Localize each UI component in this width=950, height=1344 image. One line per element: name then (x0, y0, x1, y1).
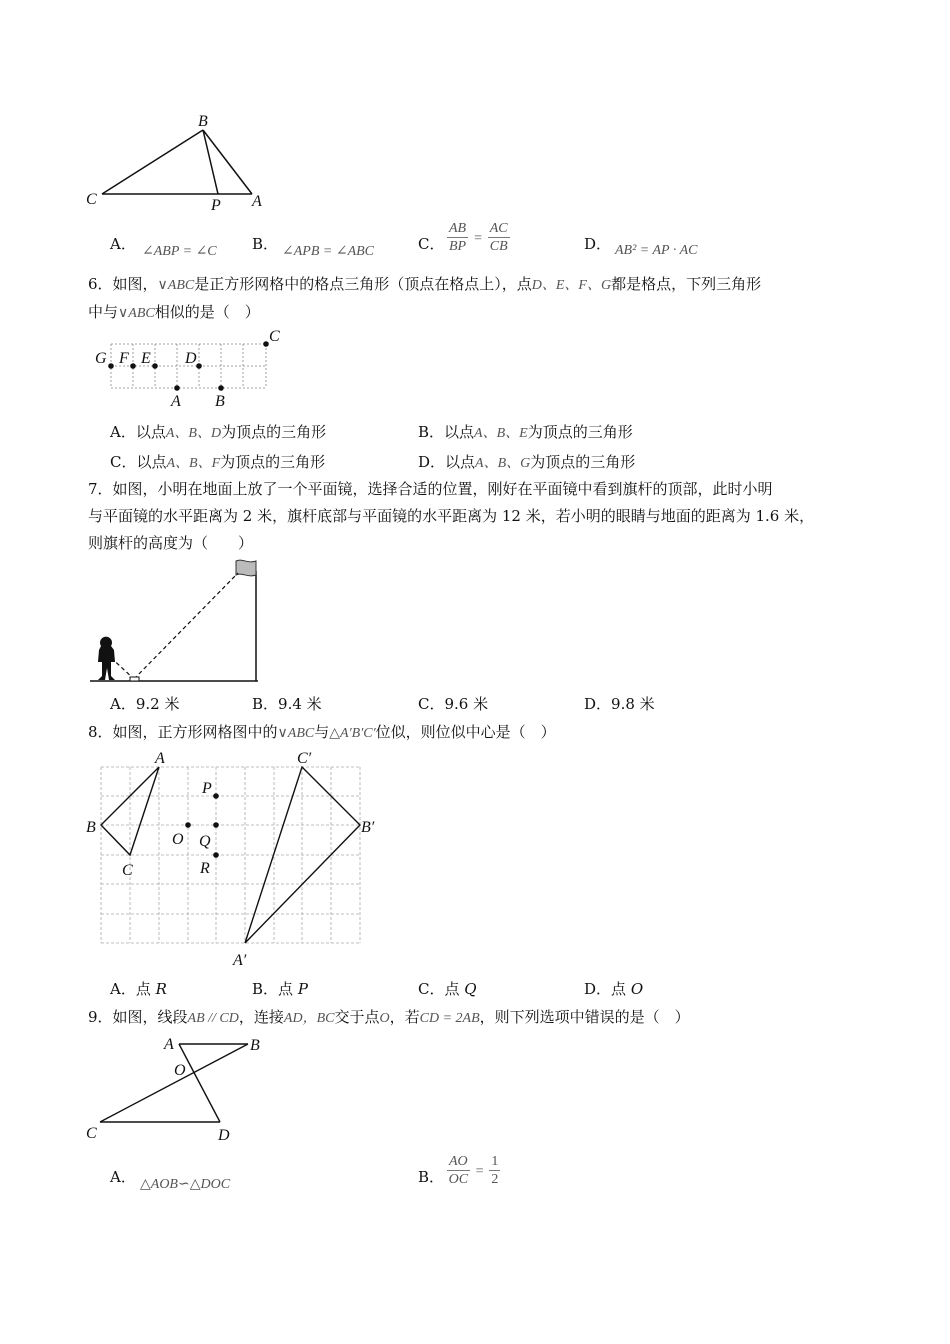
fraction-ao-oc: $\frac{AO}{OC}$ (448, 1154, 469, 1187)
q9-option-a[interactable]: A． (110, 1168, 136, 1186)
triangle-abp-figure (80, 110, 280, 215)
label-b: B (86, 819, 96, 836)
label-c: C (86, 1125, 97, 1142)
q5-option-c-math: $\frac{AB}{BP}$ = $\frac{AC}{CB}$ (449, 221, 508, 254)
option-letter: A． (110, 235, 136, 253)
segment-bc (100, 1044, 248, 1122)
q6-stem-line1: 6．如图，∨ABC是正方形网格中的格点三角形（顶点在格点上），点D、E、F、G都是格点，下列三角形 (88, 275, 762, 293)
q7-option-c[interactable]: C．9.6 米 (418, 695, 489, 713)
label-o: O (174, 1062, 186, 1079)
q9-option-b[interactable]: B． (418, 1168, 445, 1186)
q9-stem: 9．如图，线段AB // CD，连接AD，BC交于点O，若CD = 2AB，则下列选项中错误的是（ ） (88, 1008, 690, 1026)
point-p (213, 793, 219, 799)
q6-option-d[interactable]: D．以点A、B、G为顶点的三角形 (418, 453, 636, 471)
q6-option-c[interactable]: C．以点A、B、F为顶点的三角形 (110, 453, 326, 471)
label-r: R (200, 860, 210, 877)
label-f: F (119, 350, 129, 367)
label-b: B (198, 113, 208, 130)
fraction-ab-bp: $\frac{AB}{BP}$ (449, 221, 467, 254)
q5-option-a-math: ∠ABP = ∠C (142, 244, 217, 259)
label-e: E (141, 350, 151, 367)
q9-option-a-math: △AOB∽△DOC (140, 1177, 231, 1192)
q8-option-b[interactable]: B．点 P (252, 980, 308, 998)
option-letter: D． (584, 235, 612, 253)
label-o: O (172, 831, 184, 848)
point-f (130, 363, 136, 369)
q6-stem-line2: 中与∨ABC相似的是（ ） (88, 303, 260, 321)
point-r (213, 852, 219, 858)
q8-option-c[interactable]: C．点 Q (418, 980, 477, 998)
homothety-grid-figure (84, 745, 384, 975)
label-a: A (155, 750, 165, 767)
label-a: A (164, 1036, 174, 1053)
q7-stem-line2: 与平面镜的水平距离为 2 米，旗杆底部与平面镜的水平距离为 12 米，若小明的眼睛与地面的距离为 1.6 米， (88, 507, 815, 525)
point-e (152, 363, 158, 369)
label-d: D (185, 350, 197, 367)
label-p: P (202, 780, 212, 797)
label-q: Q (199, 833, 211, 850)
point-b (218, 385, 224, 391)
reflection-ray-up (134, 573, 238, 679)
point-q (213, 822, 219, 828)
point-a (174, 385, 180, 391)
q8-option-d[interactable]: D．点 O (584, 980, 644, 998)
mirror-icon (130, 677, 139, 681)
label-c: C (122, 862, 133, 879)
point-d (196, 363, 202, 369)
point-g (108, 363, 114, 369)
q8-option-a[interactable]: A．点 R (110, 980, 167, 998)
person-icon (98, 637, 115, 680)
label-c: C (269, 328, 280, 345)
fraction-one-half: $\frac{1}{2}$ (491, 1154, 499, 1187)
fraction-ac-cb: $\frac{AC}{CB}$ (489, 221, 508, 254)
label-c-prime: C′ (297, 750, 312, 767)
q9-option-b-math: $\frac{AO}{OC}$ = $\frac{1}{2}$ (448, 1154, 499, 1187)
option-letter: C． (418, 235, 445, 253)
option-letter: B． (252, 235, 279, 253)
label-b-prime: B′ (361, 819, 375, 836)
segment-cb (102, 130, 203, 194)
segment-ad (179, 1044, 220, 1122)
q5-option-d-math: AB² = AP · AC (615, 243, 698, 258)
q7-option-b[interactable]: B．9.4 米 (252, 695, 322, 713)
label-a: A (252, 193, 262, 210)
label-d: D (218, 1127, 230, 1144)
q5-option-b-math: ∠APB = ∠ABC (282, 244, 375, 259)
point-o (185, 822, 191, 828)
label-b: B (215, 393, 225, 410)
flag-icon (236, 560, 256, 576)
crossed-segments-figure (84, 1030, 284, 1145)
label-p: P (211, 197, 221, 214)
q5-option-d[interactable] (584, 233, 611, 254)
q5-option-c[interactable] (418, 233, 444, 254)
label-b: B (250, 1037, 260, 1054)
q7-option-d[interactable]: D．9.8 米 (584, 695, 655, 713)
q6-grid-figure (90, 325, 290, 410)
q5-option-b[interactable] (252, 233, 278, 254)
q8-stem: 8．如图，正方形网格图中的∨ABC与△A′B′C′位似，则位似中心是（ ） (88, 723, 556, 741)
q5-option-a[interactable] (110, 233, 136, 254)
q6-option-b[interactable]: B．以点A、B、E为顶点的三角形 (418, 423, 633, 441)
flagpole-mirror-figure (86, 555, 266, 687)
label-c: C (86, 191, 97, 208)
q7-stem-line3: 则旗杆的高度为（ ） (88, 534, 254, 552)
label-g: G (95, 350, 107, 367)
triangle-abc (101, 767, 159, 855)
q7-option-a[interactable]: A．9.2 米 (110, 695, 180, 713)
label-a: A (171, 393, 181, 410)
label-a-prime: A′ (233, 952, 247, 969)
q7-stem-line1: 7．如图，小明在地面上放了一个平面镜，选择合适的位置，刚好在平面镜中看到旗杆的顶部，此时小明 (88, 480, 773, 498)
point-c (263, 341, 269, 347)
q6-option-a[interactable]: A．以点A、B、D为顶点的三角形 (110, 423, 327, 441)
